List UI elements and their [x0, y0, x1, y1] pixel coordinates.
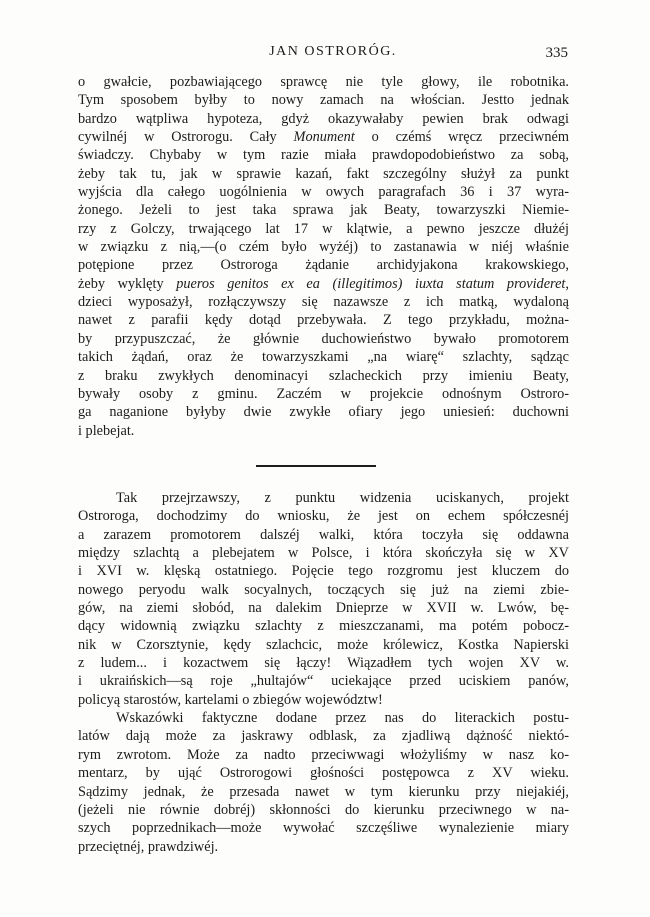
text-line: żeby tak tu, jak w sprawie kazań, fakt szczególny służył za punkt — [78, 165, 569, 182]
paragraph-conclusion — [78, 489, 569, 856]
text-line: mentarz, by ująć Ostrorogowi głośności postępowca z XV wieku. — [78, 765, 569, 782]
text-line: z ludem... i kozactwem się łączy! Wiązadłem tych wojen XV w. — [78, 655, 569, 672]
running-title: JAN OSTRORÓG. — [269, 44, 397, 59]
text-line: takich żądań, oraz że towarzyszkami „na wiarę“ szlachty, sądząc — [78, 349, 569, 366]
page-number: 335 — [545, 45, 568, 61]
text-line: cywilnéj w Ostrorogu. Cały Monument o czémś wręcz przeciwném — [78, 129, 569, 146]
text-line: (jeżeli nie równie dobréj) skłonności do kierunku przeciwnego w na- — [78, 801, 569, 818]
text-line: gów, na ziemi słobód, na dalekim Dnieprze w XVII w. Lwów, bę- — [78, 600, 569, 617]
text-line: Wskazówki faktyczne dodane przez nas do literackich postu- — [116, 710, 569, 727]
text-line: bywały osoby z gminu. Zaczém w projekcie odnośnym Ostroro- — [78, 385, 569, 402]
text-line: Tym sposobem byłby to nowy zamach na włościan. Jestto jednak — [78, 92, 569, 109]
text-line: o gwałcie, pozbawiającego sprawcę nie tyle głowy, ile robotnika. — [78, 74, 569, 90]
text-line: żeby wyklęty pueros genitos ex ea (illegitimos) iuxta statum provideret, — [78, 275, 569, 292]
text-line: między szlachtą a plebejatem w Polsce, i która skończyła się w XV — [78, 545, 569, 562]
text-line: z braku zwykłych denominacyi szlacheckich przy imieniu Beaty, — [78, 367, 569, 384]
text-line: bardzo wątpliwa hypoteza, gdyż okazywałaby pewien brak odwagi — [78, 110, 569, 127]
running-head — [78, 44, 568, 64]
text-line: nowego peryodu walk socyalnych, toczących się już na ziemi zbie- — [78, 581, 569, 598]
text-line: świadczy. Chybaby w tym razie miała prawdopodobieństwo za sobą, — [78, 147, 569, 164]
text-line: dący widownią związku szlachty z mieszczanami, ma potém pobocz- — [78, 618, 569, 635]
text-line: potępione przez Ostroroga żądanie archidyjakona krakowskiego, — [78, 257, 569, 274]
italic-latin-quote: pueros genitos ex ea (illegitimos) iuxta statum provideret — [176, 275, 566, 292]
text-line: i XVI w. klęską ostatniego. Pojęcie tego rozgromu jest kluczem do — [78, 563, 569, 580]
text-line: przeciętnéj, prawdziwéj. — [78, 838, 219, 855]
text-line: by przypuszczać, że głównie duchowieństwo bywało promotorem — [78, 330, 569, 347]
text-line: i ukraińskich—są roje „hultajów“ uciekające przed uciskiem panów, — [78, 673, 569, 690]
text-line: nawet z parafii kędy dotąd przebywała. Z tego przykładu, można- — [78, 312, 569, 329]
text-line: a zarazem promotorem dalszéj walki, która toczyła się oddawna — [78, 526, 569, 543]
italic-title-monument: Monument — [293, 129, 355, 146]
text-line: rzy z Golczy, trwającego lat 17 w klątwie, a pewno jeszcze dłużéj — [78, 220, 569, 237]
section-divider — [256, 465, 376, 467]
text-line: szych poprzednikach—może wywołać szczęśliwe wynalezienie miary — [78, 820, 569, 837]
paragraph-monument — [78, 73, 569, 440]
text-line: policyą starostów, kartelami o zbiegów województw! — [78, 691, 383, 708]
text-line: dzieci wyposażył, rozłączywszy się nazawsze z ich matką, wydaloną — [78, 294, 569, 311]
text-line: Ostroroga, dochodzimy do wniosku, że jest on echem spółczesnéj — [78, 508, 569, 525]
text-line: i plebejat. — [78, 422, 135, 439]
text-line: nik w Czorsztynie, kędy szlachcic, może królewicz, Kostka Napierski — [78, 636, 569, 653]
text-line: Tak przejrzawszy, z punktu widzenia uciskanych, projekt — [116, 490, 569, 506]
text-line: latów dają może za jaskrawy odblask, za zjadliwą dążność niektó- — [78, 728, 569, 745]
text-line: w związku z nią,—(o czém było wyżéj) to zastanawia w niéj właśnie — [78, 239, 569, 256]
text-line: wyjścia dla całego uogólnienia w owych paragrafach 36 i 37 wyra- — [78, 184, 569, 201]
text-line: rym zwrotom. Może za nadto przeciwwagi włożyliśmy w nasz ko- — [78, 746, 569, 763]
text-line: żonego. Jeżeli to jest taka sprawa jak Beaty, towarzyszki Niemie- — [78, 202, 569, 219]
text-line: Sądzimy jednak, że przesada nawet w tym kierunku przy niejakiéj, — [78, 783, 569, 800]
text-line: ga naganione byłyby dwie zwykłe ofiary jego uniesień: duchowni — [78, 404, 569, 421]
